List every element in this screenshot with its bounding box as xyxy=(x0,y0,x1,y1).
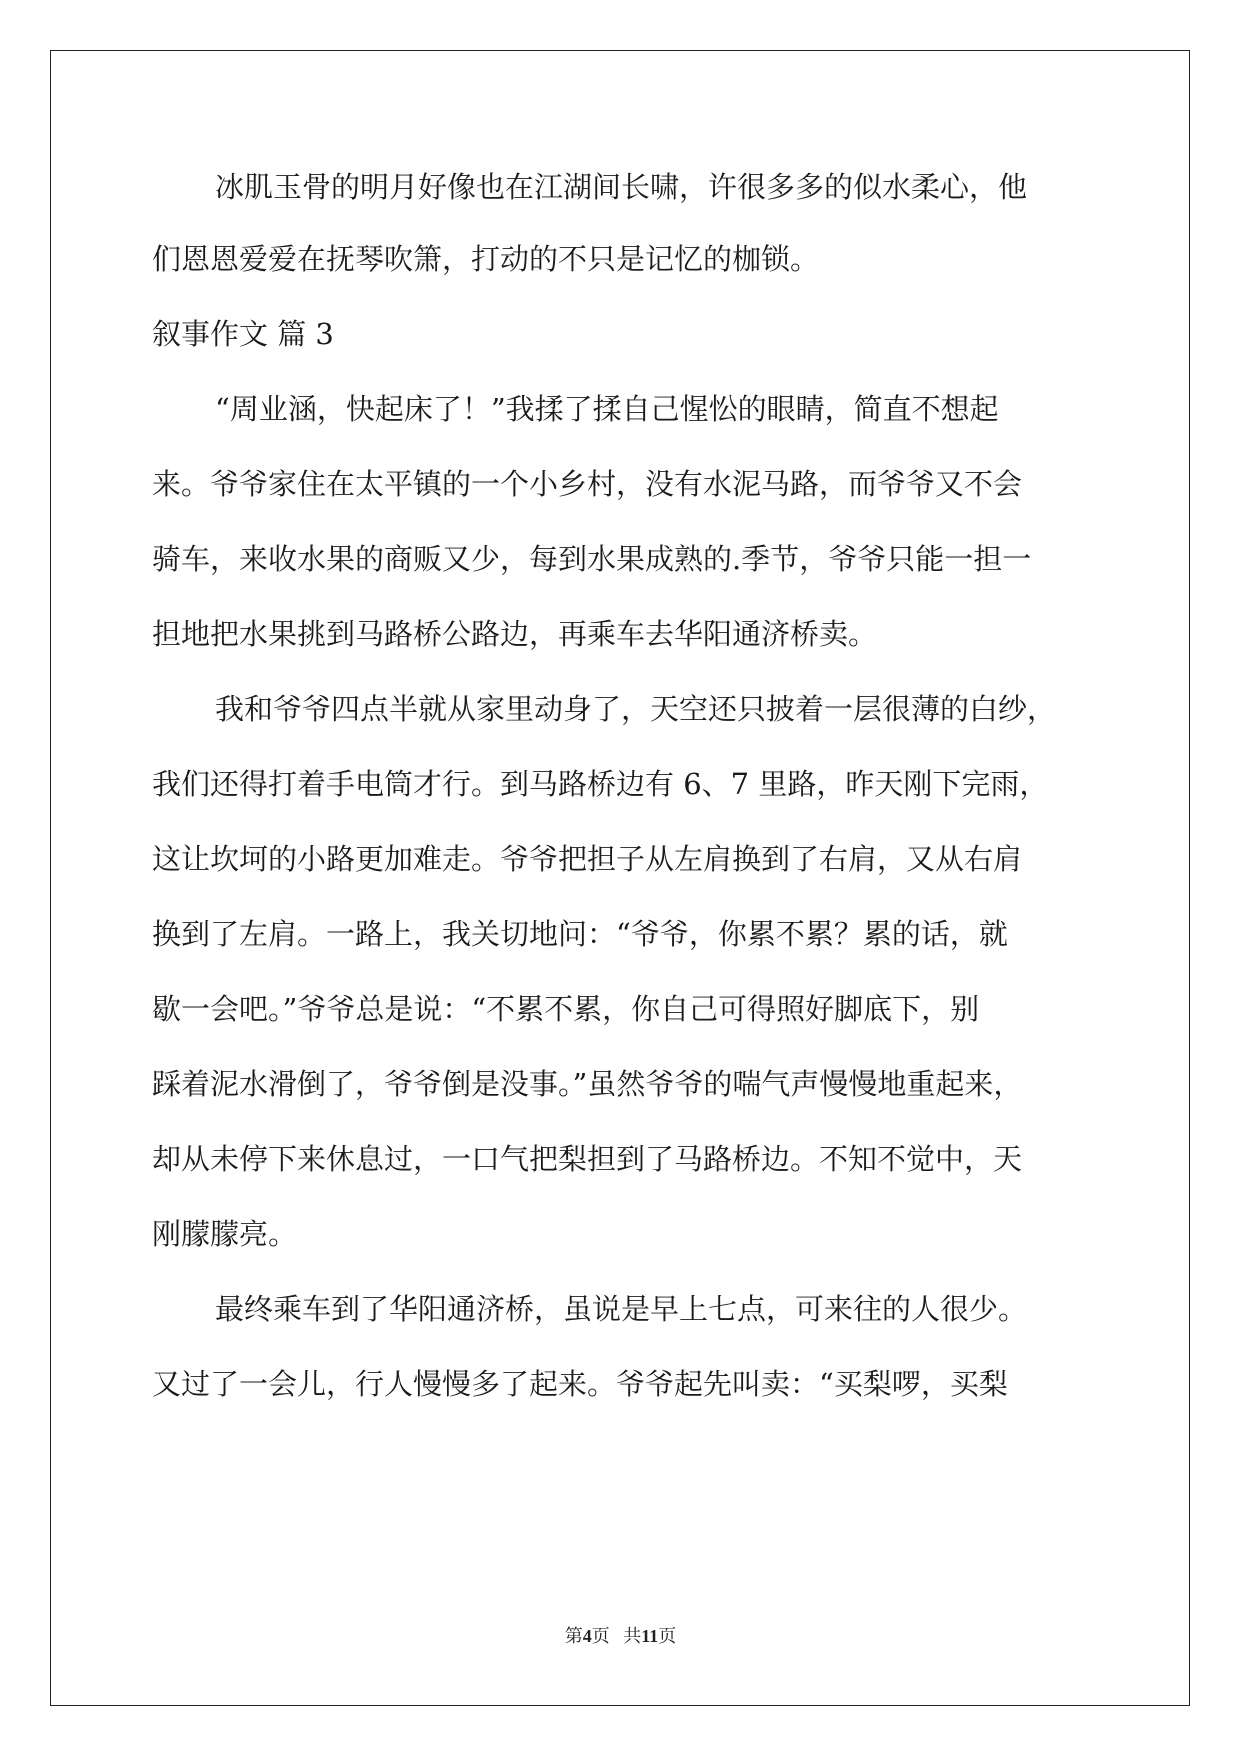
text-line: 们恩恩爱爱在抚琴吹箫，打动的不只是记忆的枷锁。 xyxy=(152,242,820,276)
text-line: 换到了左肩。一路上，我关切地问：“爷爷，你累不累？累的话，就 xyxy=(152,917,1008,951)
current-page-number: 4 xyxy=(582,1626,592,1646)
text-line: 担地把水果挑到马路桥公路边，再乘车去华阳通济桥卖。 xyxy=(152,617,878,651)
text-line: 刚朦朦亮。 xyxy=(152,1217,298,1251)
text-line: 这让坎坷的小路更加难走。爷爷把担子从左肩换到了右肩，又从右肩 xyxy=(152,842,1023,876)
total-page-count: 11 xyxy=(641,1626,659,1646)
text-line: “周业涵，快起床了！”我揉了揉自己惺忪的眼睛，简直不想起 xyxy=(215,392,999,426)
footer-total-suffix: 页 xyxy=(658,1626,677,1646)
text-line: 又过了一会儿，行人慢慢多了起来。爷爷起先叫卖：“买梨啰，买梨 xyxy=(152,1367,1008,1401)
text-line: 我们还得打着手电筒才行。到马路桥边有 6、7 里路，昨天刚下完雨， xyxy=(152,767,1049,801)
text-line: 来。爷爷家住在太平镇的一个小乡村，没有水泥马路，而爷爷又不会 xyxy=(152,467,1023,501)
section-heading: 叙事作文 篇 3 xyxy=(152,317,334,351)
text-line: 歇一会吧。”爷爷总是说：“不累不累，你自己可得照好脚底下，别 xyxy=(152,992,980,1026)
text-line: 骑车，来收水果的商贩又少，每到水果成熟的.季节，爷爷只能一担一 xyxy=(152,542,1032,576)
page-footer xyxy=(0,1622,1241,1648)
footer-page-suffix: 页 xyxy=(591,1626,610,1646)
footer-prefix: 第 xyxy=(564,1626,583,1646)
text-line: 冰肌玉骨的明月好像也在江湖间长啸，许很多多的似水柔心，他 xyxy=(215,170,1028,204)
footer-total-prefix: 共 xyxy=(623,1626,642,1646)
text-line: 我和爷爷四点半就从家里动身了，天空还只披着一层很薄的白纱， xyxy=(215,692,1057,726)
text-line: 却从未停下来休息过，一口气把梨担到了马路桥边。不知不觉中，天 xyxy=(152,1142,1023,1176)
text-line: 最终乘车到了华阳通济桥，虽说是早上七点，可来往的人很少。 xyxy=(215,1292,1028,1326)
text-line: 踩着泥水滑倒了，爷爷倒是没事。”虽然爷爷的喘气声慢慢地重起来， xyxy=(152,1067,1023,1101)
